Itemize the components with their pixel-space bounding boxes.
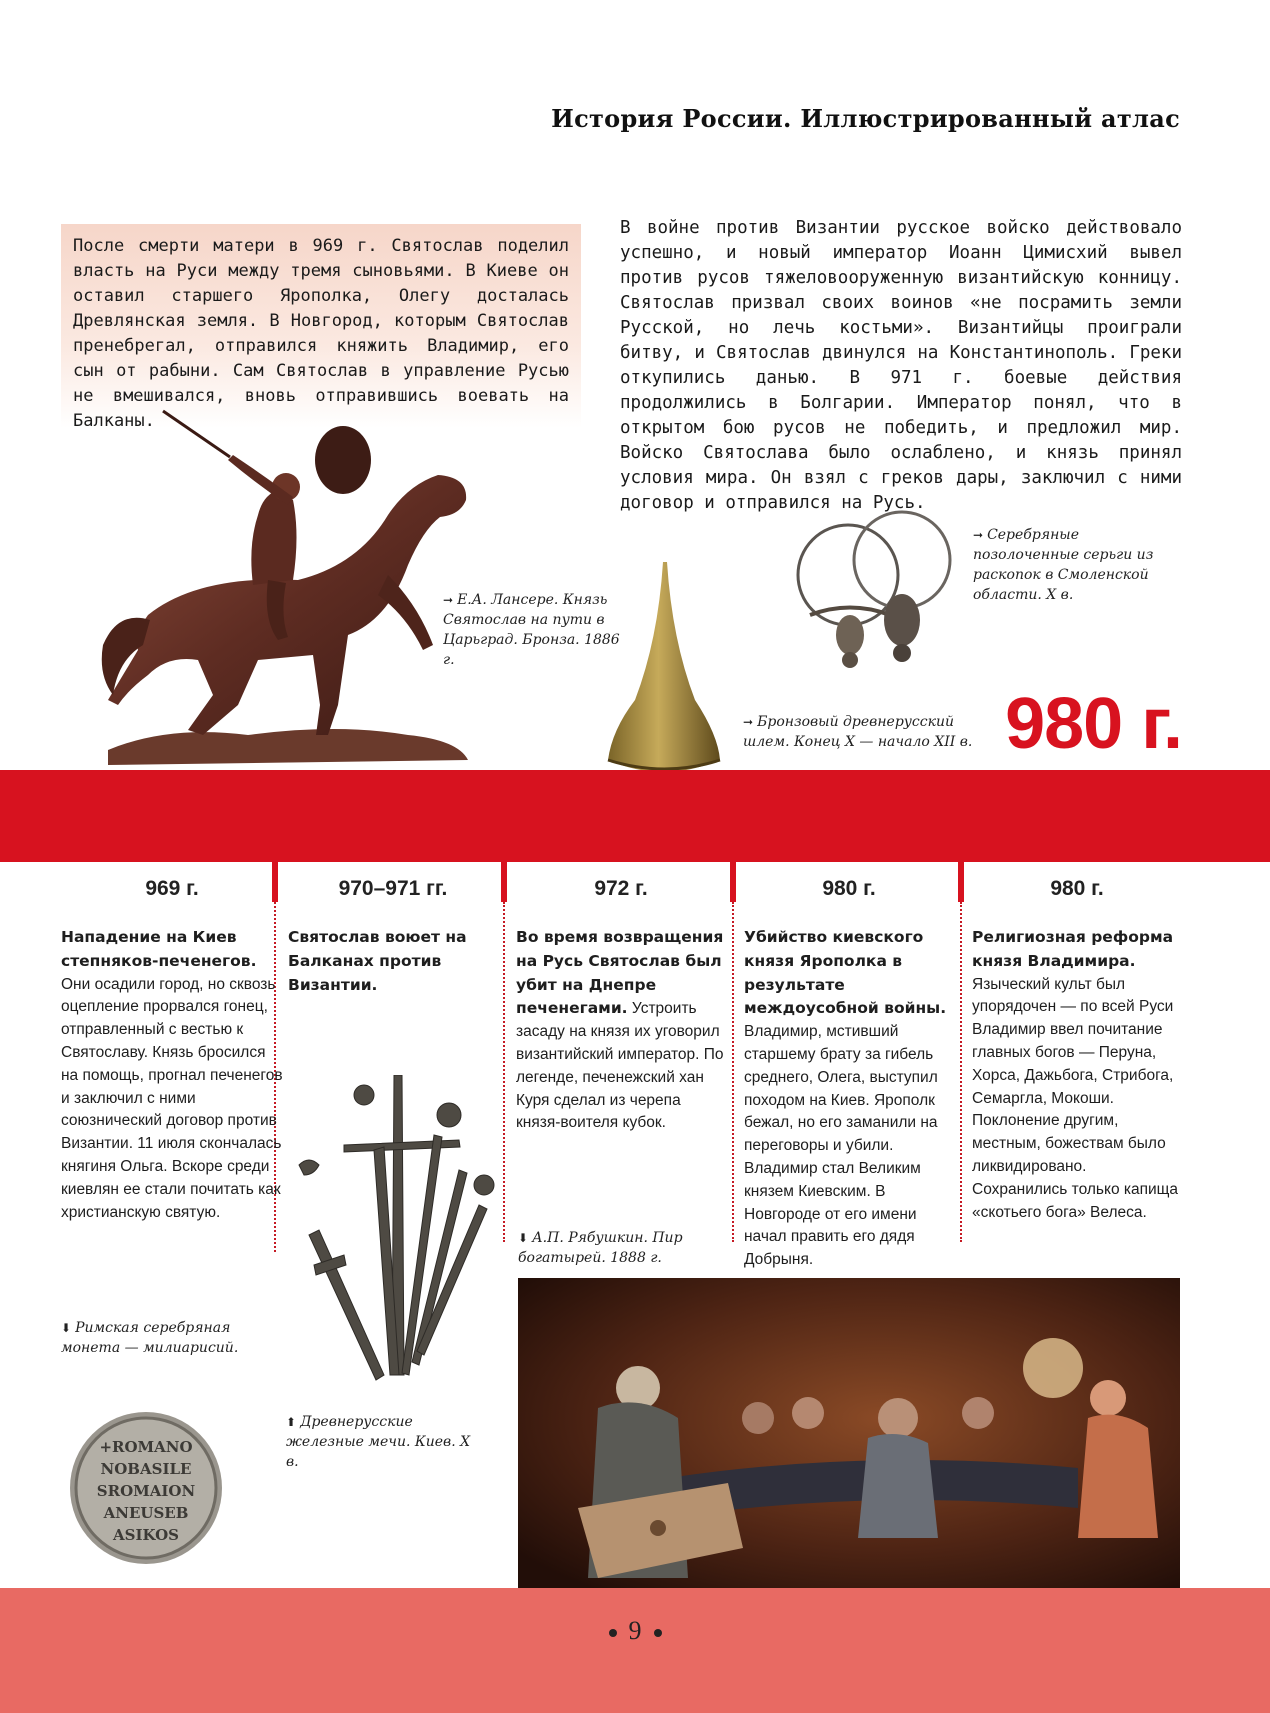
- statue-caption: ➞ Е.А. Лансере. Князь Святослав на пути в Царьград. Бронза. 1886 г.: [443, 592, 620, 668]
- timeline-text: Во время возвращения на Русь Святослав был убит на Днепре печенегами. Устроить засаду на князя их уговорил византийский император. По легенде, печенежский хан Куря сделал из черепа князя-воителя кубок.: [516, 928, 724, 1132]
- caption-arrow-icon: ⬇: [518, 1231, 529, 1245]
- caption-arrow-icon: ➞: [443, 593, 454, 607]
- coin-inscription-line: ANEUSEB: [103, 1504, 189, 1522]
- timeline-text: Убийство киевского князя Ярополка в результате междоусобной войны. Владимир, мстивший старшему брату за гибель среднего, Олега, выступил походом на Киев. Ярополк бежал, но его заманили на переговоры и убили. Владимир стал Великим князем Киевским. В Новгороде от его имени начал править его дядя Добрыня.: [744, 928, 947, 1269]
- timeline-column: [61, 862, 283, 1224]
- coin-image: [66, 1408, 226, 1568]
- intro-box: После смерти матери в 969 г. Святослав поделил власть на Руси между тремя сыновьями. В Киеве он оставил старшего Ярополка, Олегу досталась Древлянская земля. В Новгород, которым Святослав пренебрегал, отправился княжить Владимир, его сын от рабыни. Сам Святослав в управление Русью не вмешивался, вновь отправившись воевать на Балканы.: [61, 224, 581, 428]
- big-year: 980 г.: [1005, 684, 1182, 764]
- bullet-icon: [654, 1629, 662, 1637]
- painting-image: [518, 1278, 1180, 1590]
- timeline-column: [972, 862, 1182, 1224]
- timeline-divider: [960, 902, 962, 1242]
- timeline-text: Религиозная реформа князя Владимира. Языческий культ был упорядочен — по всей Руси Владимир ввел почитание главных богов — Перуна, Хорса, Дажьбога, Стрибога, Семаргла, Мокоши. Поклонение другим, местным, божествам было ликвидировано. Сохранились только капища «скотьего бога» Велеса.: [972, 928, 1179, 1221]
- caption-arrow-icon: ⬇: [61, 1321, 72, 1335]
- timeline-year: 980 г.: [1050, 877, 1104, 900]
- coin-inscription-line: NOBASILE: [100, 1460, 192, 1478]
- timeline-divider: [501, 862, 507, 902]
- painting-caption: ⬇ А.П. Рябушкин. Пир богатырей. 1888 г.: [518, 1230, 683, 1266]
- coin-inscription-line: SROMAION: [96, 1482, 196, 1500]
- timeline-year: 972 г.: [594, 877, 648, 900]
- helmet-image: [600, 560, 730, 775]
- page-header-title: История России. Иллюстрированный атлас: [551, 104, 1180, 133]
- timeline-year: 980 г.: [822, 877, 876, 900]
- helmet-caption: ➞ Бронзовый древнерусский шлем. Конец X — начало XII в.: [743, 714, 973, 750]
- timeline-red-band: [0, 770, 1270, 862]
- coin-inscription-line: ASIKOS: [112, 1526, 180, 1544]
- coin-caption: ⬇ Римская серебряная монета — милиарисий.: [61, 1320, 239, 1356]
- main-text: В войне против Византии русское войско действовало успешно, и новый император Иоанн Цимисхий вывел против русов тяжеловооруженную византийскую конницу. Святослав призвал своих воинов «не посрамить земли Русской, но лечь костьми». Византийцы проиграли битву, и Святослав двинулся на Константинополь. Греки откупились данью. В 971 г. боевые действия продолжились в Болгарии. Император понял, что в открытом бою русов не победить, и предложил мир. Войско Святослава было ослаблено, и князь принял условия мира. Он взял с греков дары, заключил с ними договор и отправился на Русь.: [620, 218, 1182, 513]
- statue-image: [88, 405, 488, 775]
- bullet-icon: [609, 1629, 617, 1637]
- timeline-divider: [958, 862, 964, 902]
- coin-inscription-line: +ROMANO: [99, 1438, 193, 1456]
- page-number: 9: [0, 1616, 1270, 1646]
- timeline-divider: [730, 862, 736, 902]
- swords-image: [284, 1075, 509, 1395]
- earrings-image: [790, 505, 965, 670]
- timeline-column: [744, 862, 954, 1272]
- timeline-divider: [732, 902, 734, 1242]
- caption-arrow-icon: ⬆: [286, 1415, 297, 1429]
- caption-arrow-icon: ➞: [973, 528, 984, 542]
- timeline-year: 969 г.: [145, 877, 199, 900]
- timeline-text: Нападение на Киев степняков-печенегов. Они осадили город, но сквозь оцепление прорвался гонец, отправленный с вестью к Святославу. Князь бросился на помощь, прогнал печенегов и заключил с ними союзнический договор против Византии. 11 июля скончалась княгиня Ольга. Вскоре среди киевлян ее стали почитать как христианскую святую.: [61, 928, 283, 1221]
- footer-band: [0, 1588, 1270, 1713]
- timeline-text: Святослав воюет на Балканах против Византии.: [288, 928, 467, 994]
- timeline-column: [288, 862, 498, 997]
- caption-arrow-icon: ➞: [743, 715, 754, 729]
- swords-caption: ⬆ Древнерусские железные мечи. Киев. X в.: [286, 1414, 471, 1470]
- timeline-column: [516, 862, 726, 1135]
- timeline-year: 970–971 гг.: [338, 877, 448, 900]
- earrings-caption: ➞ Серебряные позолоченные серьги из раскопок в Смоленской области. X в.: [973, 527, 1154, 603]
